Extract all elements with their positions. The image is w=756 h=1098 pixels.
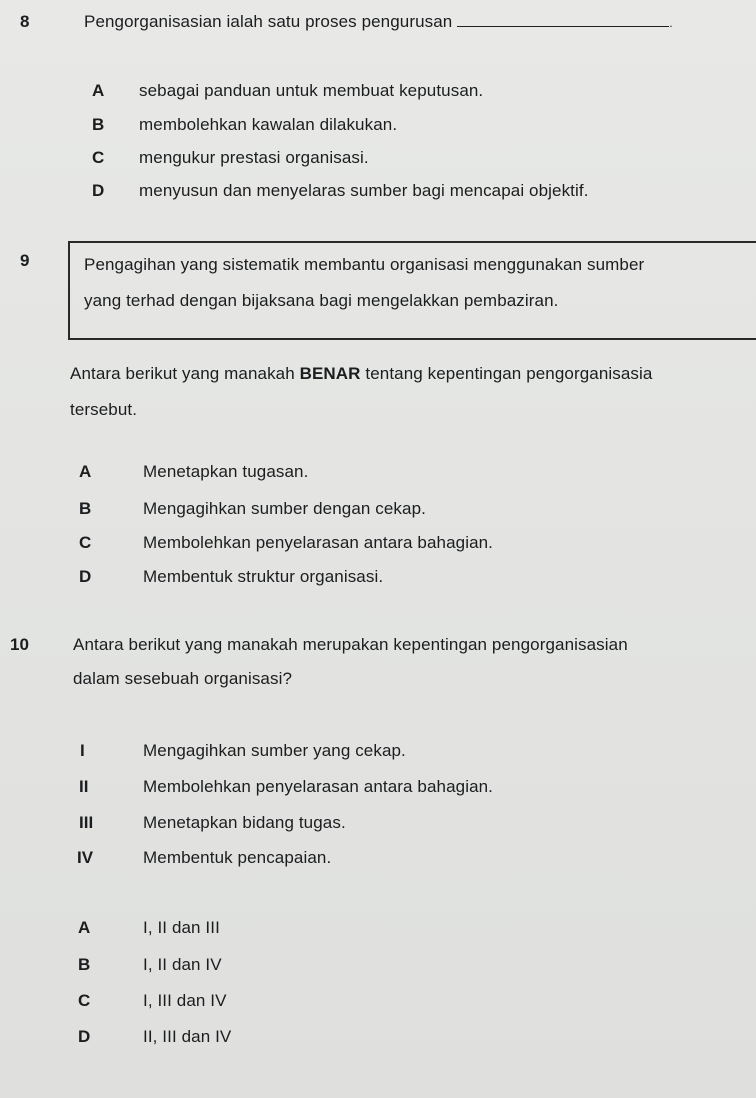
question-8-stem-text: Pengorganisasian ialah satu proses pengurusan [84,12,453,31]
q9-option-c-text: Membolehkan penyelarasan antara bahagian. [143,533,494,552]
q10-statement-iv-text: Membentuk pencapaian. [143,848,332,867]
q9-box-line-1: Pengagihan yang sistematik membantu organisasi menggunakan sumber [84,255,645,274]
q9-box-line-2: yang terhad dengan bijaksana bagi mengelakkan pembaziran. [84,291,559,310]
q8-option-a-letter: A [92,81,105,100]
question-10-stem-line-1: Antara berikut yang manakah merupakan kepentingan pengorganisasian [73,635,628,654]
q10-statement-ii-text: Membolehkan penyelarasan antara bahagian. [143,777,494,796]
box-bottom-border [68,338,756,340]
question-9-number: 9 [20,251,30,270]
q9-option-b-letter: B [79,499,92,518]
q9-option-c-letter: C [79,533,92,552]
q9-stem-post: tentang kepentingan pengorganisasia [360,364,653,383]
q8-option-b-text: membolehkan kawalan dilakukan. [139,115,398,134]
q10-option-d-text: II, III dan IV [143,1027,232,1046]
box-left-border [68,241,70,339]
q10-statement-iii-text: Menetapkan bidang tugas. [143,813,346,832]
q10-option-d-letter: D [78,1027,91,1046]
question-9-stem-line-2: tersebut. [70,400,138,419]
q8-option-b-letter: B [92,115,105,134]
q10-option-b-text: I, II dan IV [143,955,222,974]
q10-option-b-letter: B [78,955,91,974]
q8-option-d-letter: D [92,181,105,200]
q9-option-a-letter: A [79,462,92,481]
q9-option-a-text: Menetapkan tugasan. [143,462,309,481]
question-8-stem: Pengorganisasian ialah satu proses pengurusan . [84,12,673,31]
box-top-border [68,241,756,243]
q9-stem-pre: Antara berikut yang manakah [70,364,300,383]
q10-statement-iv-label: IV [77,848,94,867]
q10-statement-iii-label: III [79,813,94,832]
q10-statement-i-text: Mengagihkan sumber yang cekap. [143,741,406,760]
question-10-stem-line-2: dalam sesebuah organisasi? [73,669,293,688]
question-10-number: 10 [10,635,29,654]
q8-option-d-text: menyusun dan menyelaras sumber bagi mencapai objektif. [139,181,589,200]
answer-blank [457,12,669,27]
q10-statement-i-label: I [80,741,85,760]
q9-option-d-letter: D [79,567,92,586]
q9-option-b-text: Mengagihkan sumber dengan cekap. [143,499,426,518]
q10-option-c-text: I, III dan IV [143,991,227,1010]
q10-option-c-letter: C [78,991,91,1010]
q9-stem-emphasis: BENAR [299,364,361,383]
q10-option-a-text: I, II dan III [143,918,220,937]
q8-option-c-text: mengukur prestasi organisasi. [139,148,369,167]
q10-option-a-letter: A [78,918,91,937]
question-9-stem-line-1 [70,364,652,384]
q8-option-c-letter: C [92,148,105,167]
q8-option-a-text: sebagai panduan untuk membuat keputusan. [139,81,484,100]
q10-statement-ii-label: II [79,777,89,796]
q9-option-d-text: Membentuk struktur organisasi. [143,567,384,586]
question-8-number: 8 [20,12,30,31]
